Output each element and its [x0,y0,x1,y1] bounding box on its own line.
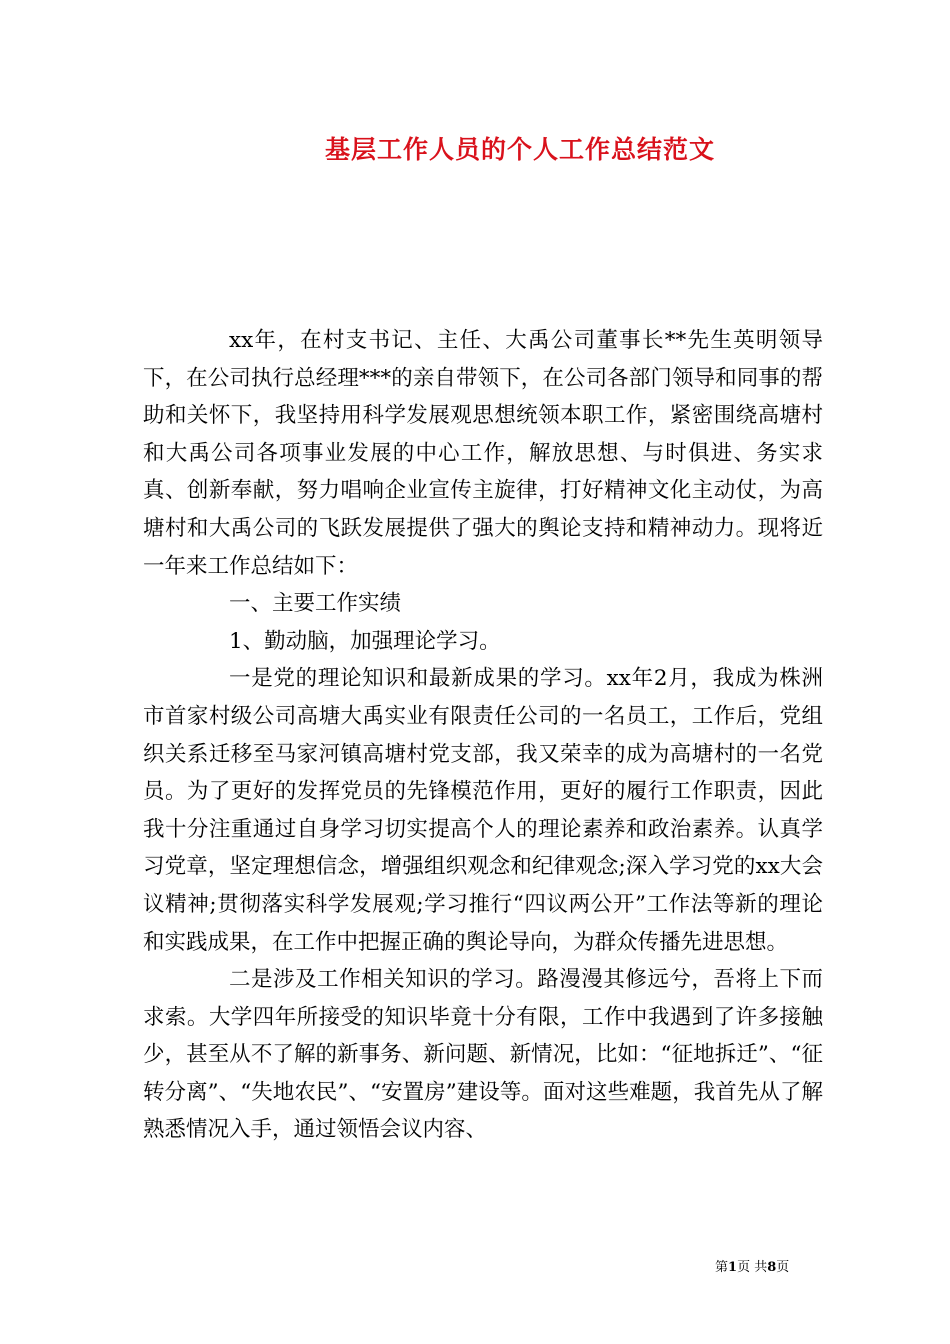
page-footer [715,1259,789,1277]
document-title: 基层工作人员的个人工作总结范文 [324,135,715,164]
footer-page-number: 1 [728,1260,738,1275]
paragraph-intro: xx年，在村支书记、主任、大禹公司董事长**先生英明领导下，在公司执行总经理***的亲自带领下，在公司各部门领导和同事的帮助和关怀下，我坚持用科学发展观思想统领本职工作，紧密围绕高塘村和大禹公司各项事业发展的中心工作，解放思想、与时俱进、务实求真、创新奉献，努力唱响企业宣传主旋律，打好精神文化主动仗，为高塘村和大禹公司的飞跃发展提供了强大的舆论支持和精神动力。现将近一年来工作总结如下： [143,328,823,579]
heading-main-achievements: 一、主要工作实绩 [229,591,402,617]
document-body [143,322,823,1149]
paragraph-party-theory: 一是党的理论知识和最新成果的学习。xx年2月，我成为株洲市首家村级公司高塘大禹实业有限责任公司的一名员工，工作后，党组织关系迁移至马家河镇高塘村党支部，我又荣幸的成为高塘村的一名党员。为了更好的发挥党员的先锋模范作用，更好的履行工作职责，因此我十分注重通过自身学习切实提高个人的理论素养和政治素养。认真学习党章，坚定理想信念，增强组织观念和纪律观念;深入学习党的xx大会议精神;贯彻落实科学发展观;学习推行“四议两公开”工作法等新的理论和实践成果，在工作中把握正确的舆论导向，为群众传播先进思想。 [143,666,823,955]
footer-middle: 页 共 [737,1260,768,1275]
footer-total-pages: 8 [767,1260,777,1275]
footer-prefix: 第 [715,1260,729,1275]
footer-suffix: 页 [776,1260,790,1275]
paragraph-work-knowledge: 二是涉及工作相关知识的学习。路漫漫其修远兮，吾将上下而求索。大学四年所接受的知识毕竟十分有限，工作中我遇到了许多接触少，甚至从不了解的新事务、新问题、新情况，比如：“征地拆迁”、“征转分离”、“失地农民”、“安置房”建设等。面对这些难题，我首先从了解熟悉情况入手，通过领悟会议内容、 [143,967,823,1143]
subheading-theory-study: 1、勤动脑，加强理论学习。 [229,628,501,654]
